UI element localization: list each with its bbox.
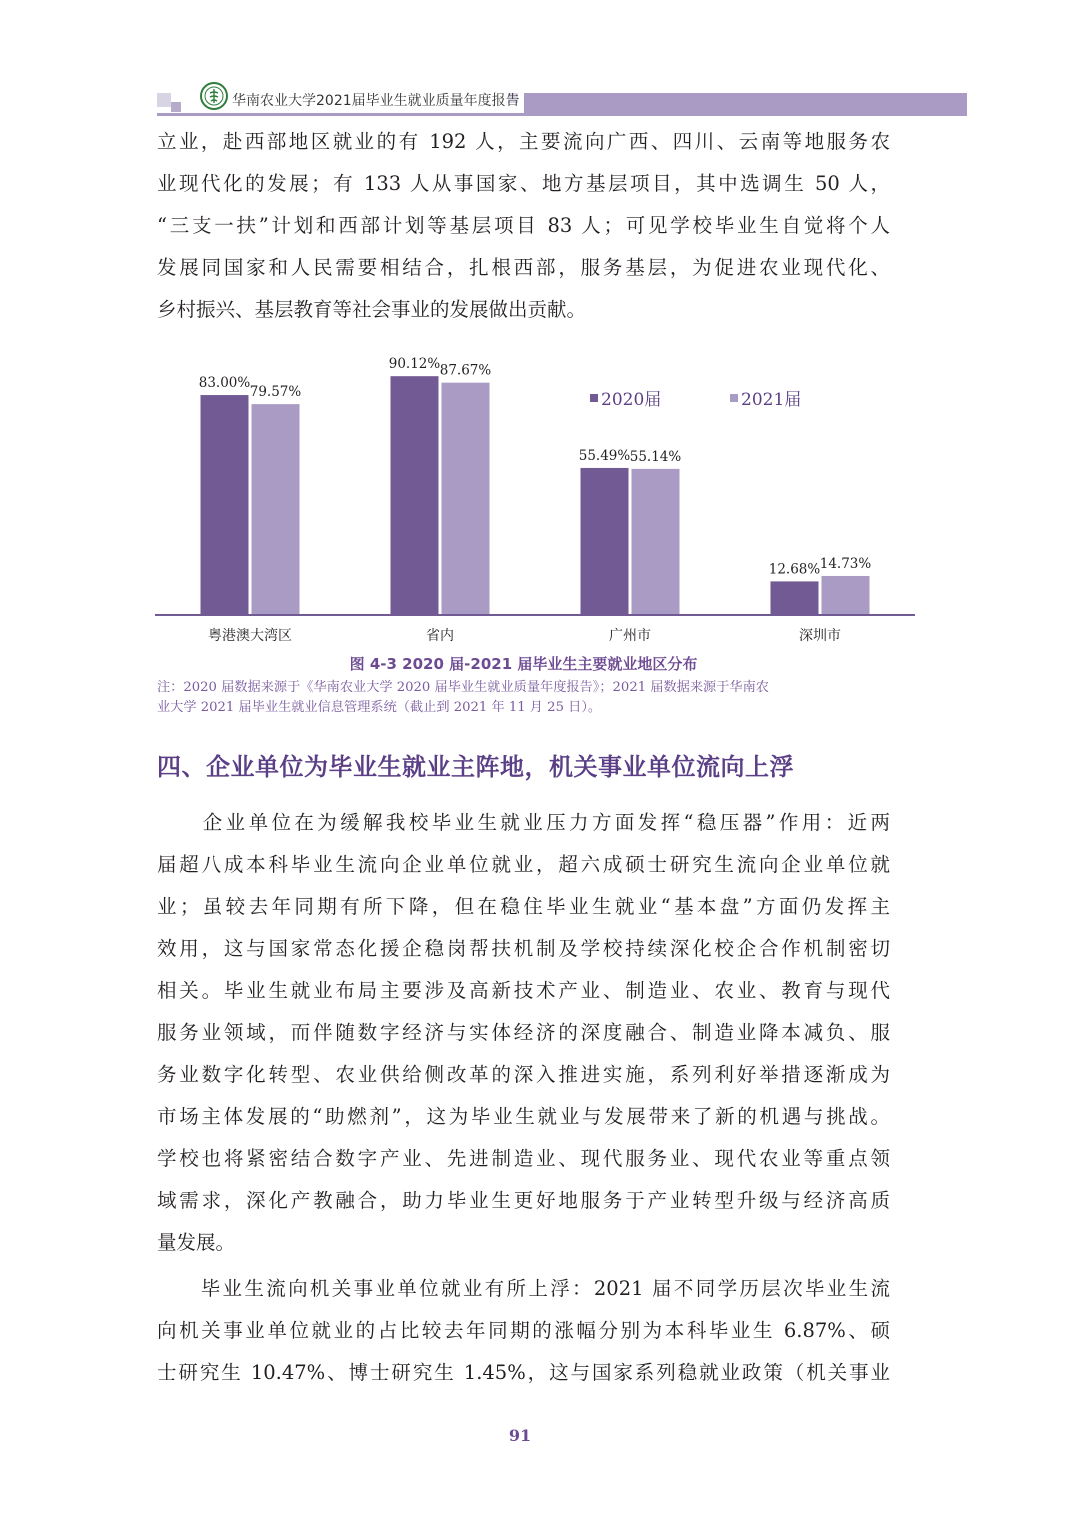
legend-swatch: [590, 394, 598, 402]
text-line: 向机关事业单位就业的占比较去年同期的涨幅分别为本科毕业生 6.87%、硕: [157, 1319, 890, 1342]
text-line: 学校也将紧密结合数字产业、先进制造业、现代服务业、现代农业等重点领: [157, 1147, 890, 1170]
category-label: 深圳市: [799, 628, 841, 644]
text-line: 乡村振兴、基层教育等社会事业的发展做出贡献。: [157, 298, 587, 321]
bar-1-2: [632, 469, 680, 615]
bar-1-3: [822, 576, 870, 615]
data-label: 90.12%: [388, 356, 441, 373]
text-line: 量发展。: [157, 1231, 236, 1254]
figure-caption: 图 4-3 2020 届-2021 届毕业生主要就业地区分布: [349, 655, 698, 673]
category-label: 省内: [426, 628, 454, 644]
university-logo-icon: [200, 80, 228, 112]
institution-paragraph: [157, 1268, 890, 1394]
text-line: 务业数字化转型、农业供给侧改革的深入推进实施，系列利好举措逐渐成为: [157, 1063, 890, 1086]
header-decor-square: [171, 102, 181, 112]
data-label: 55.49%: [578, 447, 631, 464]
bar-0-0: [201, 395, 249, 615]
bar-0-2: [581, 468, 629, 615]
text-line: 域需求，深化产教融合，助力毕业生更好地服务于产业转型升级与经济高质: [157, 1189, 890, 1212]
text-line: 相关。毕业生就业布局主要涉及高新技术产业、制造业、农业、教育与现代: [157, 979, 890, 1002]
legend-swatch: [730, 394, 738, 402]
section-heading: 四、企业单位为毕业生就业主阵地，机关事业单位流向上浮: [157, 753, 794, 781]
page-number: 91: [508, 1426, 532, 1445]
text-line: 立业，赴西部地区就业的有 192 人，主要流向广西、四川、云南等地服务农: [157, 130, 890, 153]
legend-label: 2021届: [741, 390, 802, 410]
category-label: 广州市: [609, 628, 651, 644]
intro-paragraph: [157, 121, 890, 331]
bar-1-1: [442, 383, 490, 615]
category-label: 粤港澳大湾区: [208, 628, 292, 644]
text-line: 效用，这与国家常态化援企稳岗帮扶机制及学校持续深化校企合作机制密切: [157, 937, 890, 960]
data-label: 14.73%: [819, 555, 872, 572]
text-line: 业；虽较去年同期有所下降，但在稳住毕业生就业“基本盘”方面仍发挥主: [157, 895, 890, 918]
header-title: 华南农业大学2021届毕业生就业质量年度报告: [232, 93, 520, 109]
data-label: 55.14%: [629, 448, 682, 465]
text-line: 市场主体发展的“助燃剂”，这为毕业生就业与发展带来了新的机遇与挑战。: [157, 1105, 890, 1128]
data-label: 83.00%: [198, 375, 251, 392]
header-bar: [524, 93, 967, 116]
data-label: 79.57%: [249, 384, 302, 401]
text-line: 发展同国家和人民需要相结合，扎根西部，服务基层，为促进农业现代化、: [157, 256, 890, 279]
data-label: 87.67%: [439, 362, 492, 379]
employment-region-bar-chart: [150, 345, 930, 655]
note-line: 注：2020 届数据来源于《华南农业大学 2020 届毕业生就业质量年度报告》；2021 届数据来源于华南农: [157, 680, 769, 695]
text-line: 士研究生 10.47%、博士研究生 1.45%，这与国家系列稳就业政策（机关事业: [157, 1361, 890, 1384]
data-label: 12.68%: [768, 561, 821, 578]
header-decor-square: [157, 93, 171, 107]
text-line: “三支一扶”计划和西部计划等基层项目 83 人；可见学校毕业生自觉将个人: [157, 214, 890, 237]
note-line: 业大学 2021 届毕业生就业信息管理系统（截止到 2021 年 11 月 25 日）。: [157, 700, 602, 715]
text-line: 毕业生流向机关事业单位就业有所上浮：2021 届不同学历层次毕业生流: [157, 1277, 890, 1300]
bar-1-0: [252, 404, 300, 615]
text-line: 业现代化的发展；有 133 人从事国家、地方基层项目，其中选调生 50 人，: [157, 172, 890, 195]
text-line: 企业单位在为缓解我校毕业生就业压力方面发挥“稳压器”作用：近两: [157, 811, 890, 834]
figure-note: [157, 678, 890, 718]
bar-0-3: [771, 581, 819, 615]
legend-label: 2020届: [601, 390, 662, 410]
enterprise-paragraph: [157, 802, 890, 1264]
text-line: 届超八成本科毕业生流向企业单位就业，超六成硕士研究生流向企业单位就: [157, 853, 890, 876]
bar-0-1: [391, 376, 439, 615]
text-line: 服务业领域，而伴随数字经济与实体经济的深度融合、制造业降本减负、服: [157, 1021, 890, 1044]
